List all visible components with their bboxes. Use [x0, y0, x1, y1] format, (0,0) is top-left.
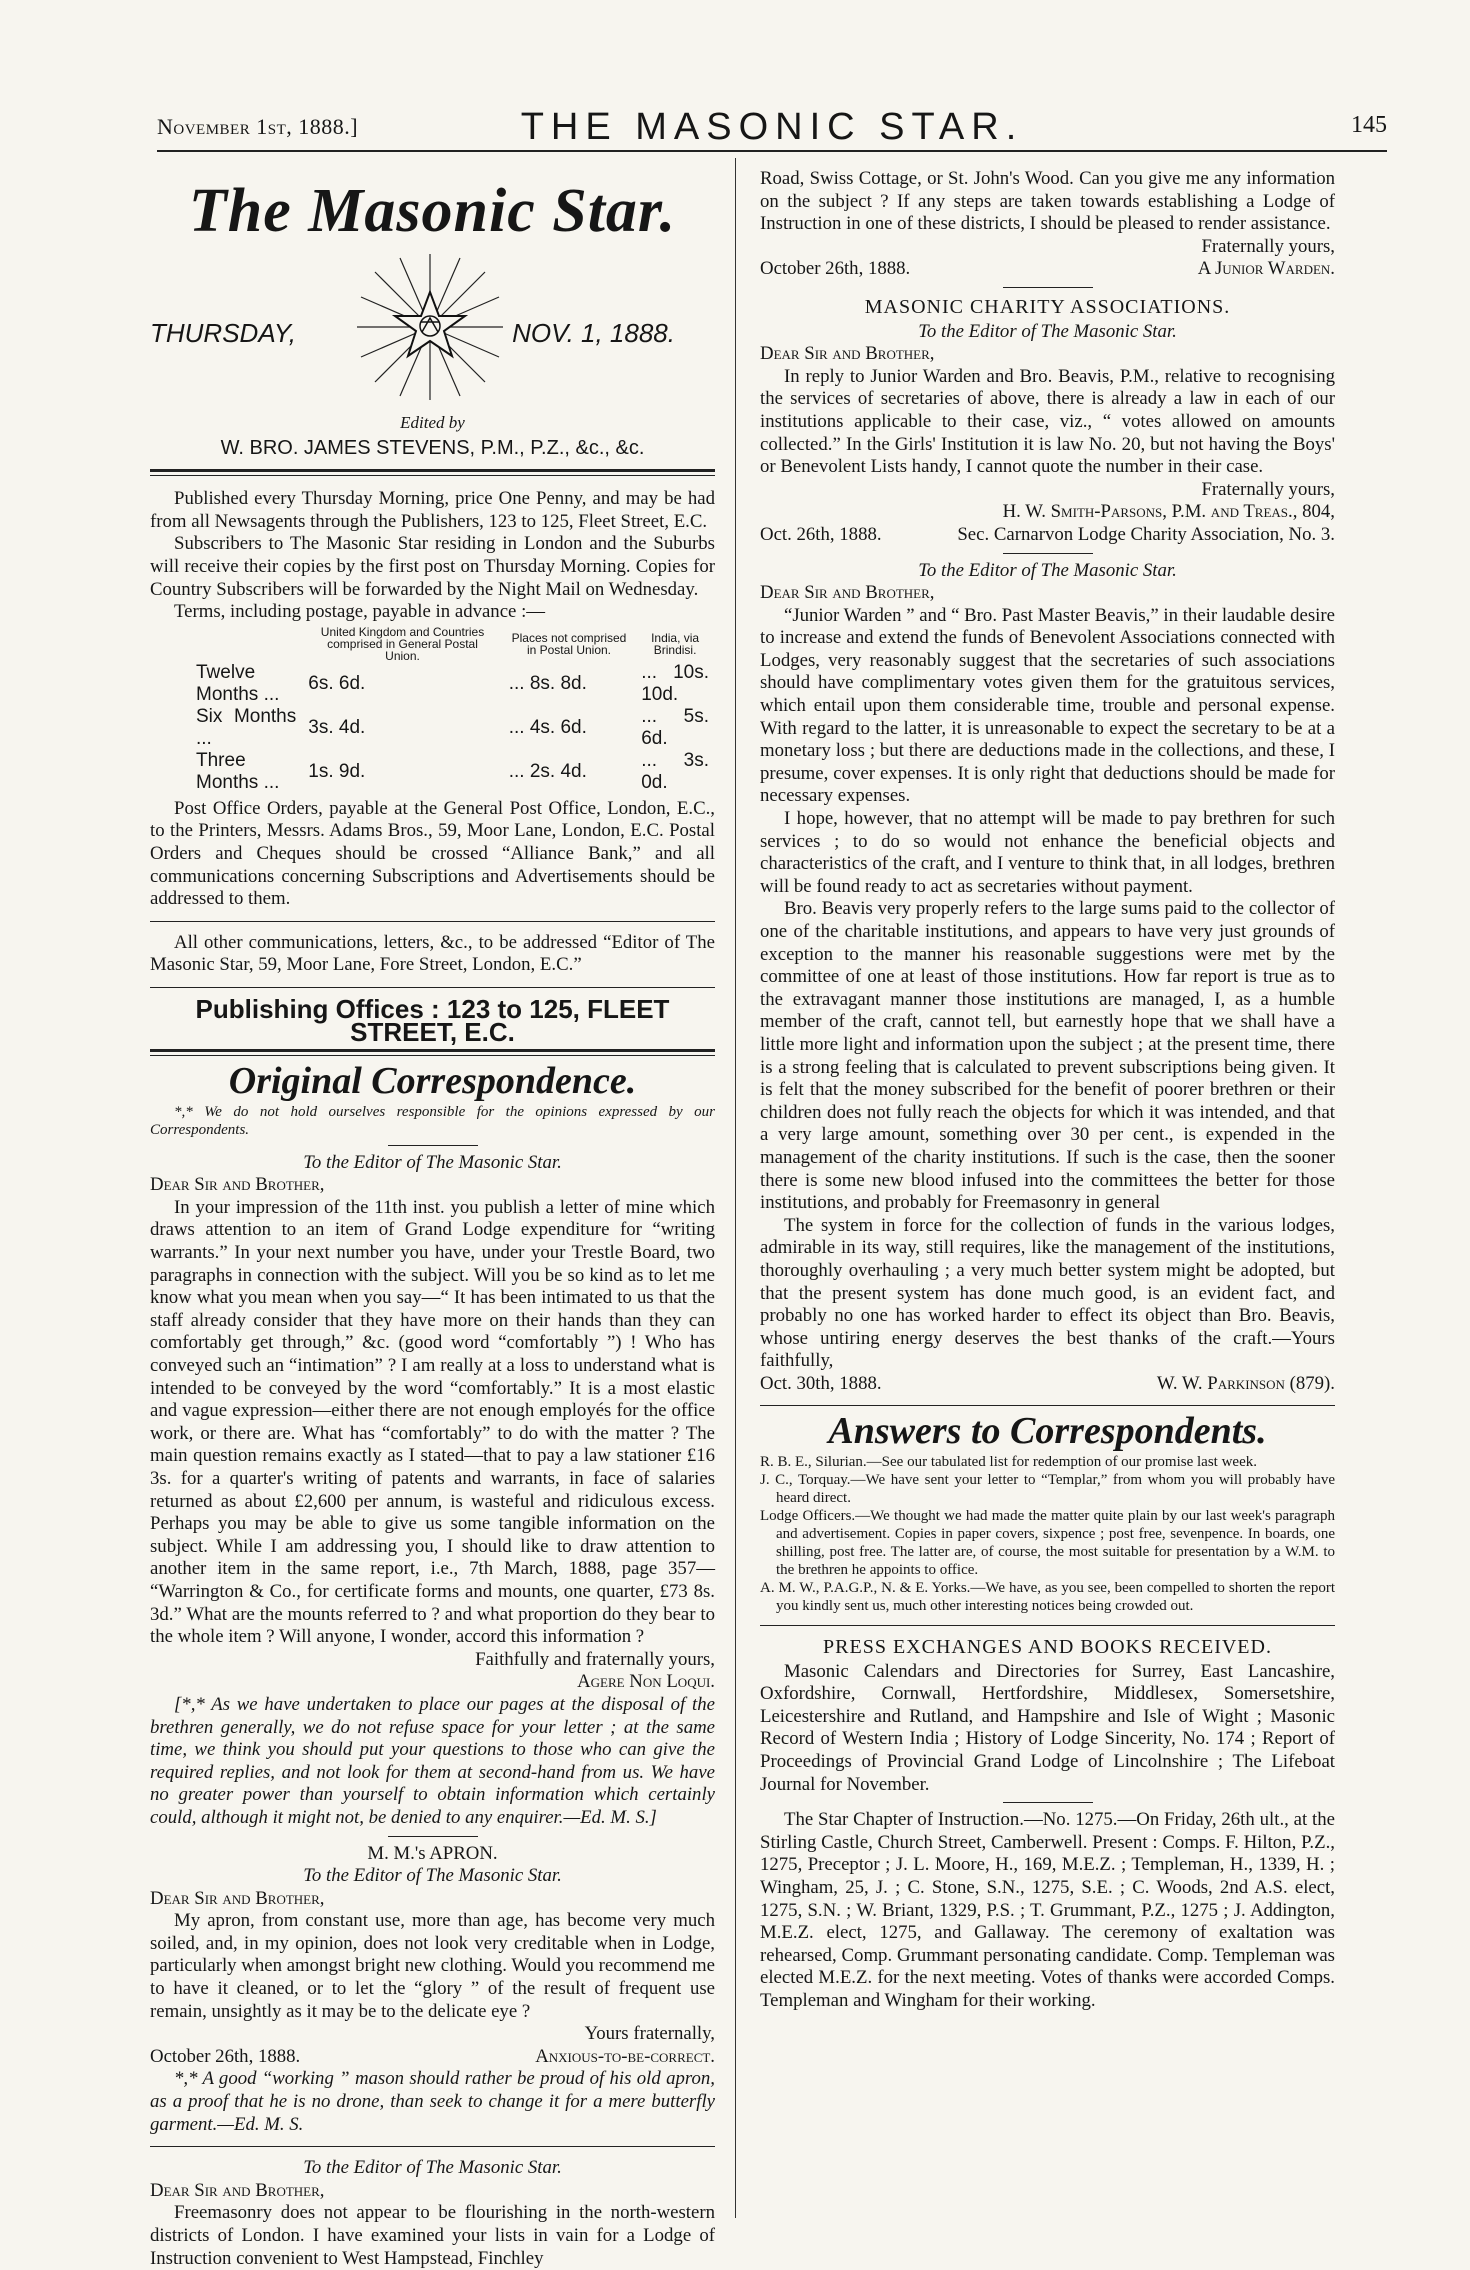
masthead-title: The Masonic Star.	[188, 177, 677, 245]
letter-signature: Anxious-to-be-correct.	[535, 2045, 715, 2067]
table-cell: ... 3s. 0d.	[641, 749, 709, 793]
section-heading-charity: MASONIC CHARITY ASSOCIATIONS.	[864, 295, 1231, 318]
table-header-cell: India, via Brindisi.	[651, 630, 700, 657]
letter-signature: Agere Non Loqui.	[577, 1671, 715, 1693]
star-chapter-body: The Star Chapter of Instruction.—No. 1275.—On Friday, 26th ult., at the Stirling Castle, Church Street, Camberwell. Present : Comps. F. Hilton, P.Z., 1275, Preceptor ; J. L. Moore, H., 169, M.E.Z. ; Templeman, H., 1339, H. ; Wingham, 25, J. ; C. Stone, S.N., 1275, S.E. ; C. Woods, 2nd A.S. elect, 1275, S.N. ; W. Briant, 1329, P.S. ; T. Grummant, P.Z., 1275 ; J. Addington, M.E.Z. elect, 1275, and Gallaway. The ceremony of exaltation was rehearsed, Comp. Grummant personating candidate. Comp. Templeman was elected M.E.Z. for the next meeting. Votes of thanks were accorded Comps. Templeman and Wingham for their working.	[760, 1809, 1335, 2011]
short-rule	[1003, 553, 1093, 554]
letter-signature: H. W. Smith-Parsons, P.M. and Treas., 804,	[1002, 501, 1335, 523]
table-header-row	[190, 626, 715, 662]
letter-closing: Yours fraternally,	[584, 2023, 715, 2045]
letter-closing: Fraternally yours,	[1201, 478, 1335, 500]
letter-to: To the Editor of The Masonic Star.	[918, 320, 1177, 342]
short-rule	[1003, 1802, 1093, 1803]
letter-to: To the Editor of The Masonic Star.	[303, 1151, 562, 1173]
letter-office: Sec. Carnarvon Lodge Charity Association, No. 3.	[957, 523, 1335, 545]
answer-item: R. B. E., Silurian.—See our tabulated list for redemption of our promise last week.	[760, 1454, 1257, 1471]
letter-to: To the Editor of The Masonic Star.	[303, 2157, 562, 2179]
table-cell: 3s. 4d.	[308, 716, 366, 738]
running-title: THE MASONIC STAR.	[520, 106, 1024, 148]
short-rule	[388, 1836, 478, 1837]
table-cell: 1s. 9d.	[308, 760, 366, 782]
column-divider	[735, 158, 736, 2218]
disclaimer: *,* We do not hold ourselves responsible for the opinions expressed by our Correspondents.	[150, 1103, 715, 1138]
short-rule	[388, 1145, 478, 1146]
masthead-day: THURSDAY,	[150, 318, 296, 348]
right-column	[760, 168, 1335, 2013]
table-row	[190, 662, 715, 706]
table-cell: Six Months ...	[196, 705, 297, 749]
divider	[760, 1625, 1335, 1626]
press-body: Masonic Calendars and Directories for Surrey, East Lancashire, Oxfordshire, Cornwall, Hertfordshire, Middlesex, Somersetshire, Leicestershire and Rutland, and Hampshire and Isle of Wight ; Masonic Record of Western India ; History of Lodge Sincerity, No. 174 ; Report of Proceedings of Provincial Grand Lodge of Lincolnshire ; The Lifeboat Journal for November.	[760, 1660, 1335, 1795]
divider	[150, 987, 715, 988]
letter-body: In your impression of the 11th inst. you publish a letter of mine which draws attention to an item of Grand Lodge expenditure for “writing warrants.” In your next number you have, under your Trestle Board, two paragraphs in connection with the subject. Will you be so kind as to let me know what you mean when you say—“ It has been intimated to us that the staff already consider that they have more on their hands than they can comfortably get through,” &c. (good word “comfortably ”) ! Who has conveyed such an “intimation” ? I am really at a loss to understand what is intended to be conveyed by the word “comfortably.” It is a most elastic and vague expression—either there are not enough employés for the office work, or there are. What has “comfortably” to do with the matter ? The main question remains exactly as I stated—that to pay a law stationer £16 3s. for a quarter's writing of patents and warrants, in face of salaries returned as about £2,600 per annum, is wasteful and ridiculous excess. Perhaps you may be able to give us some tangible information on the subject. While I am addressing you, I should like to draw attention to another item in the same report, i.e., 7th March, 1888, page 357— “Warrington & Co., for certificate forms and mounts, one quarter, £73 8s. 3d.” What are the mounts referred to ? and what proportion do they bear to the whole item ? Will anyone, I wonder, accord this information ?	[150, 1196, 715, 1648]
divider	[150, 2146, 715, 2147]
letter-sign-row	[760, 258, 1335, 281]
issue-date: November 1st, 1888.]	[157, 114, 359, 139]
letter-body: My apron, from constant use, more than age, has become very much soiled, and, in my opinion, does not look very creditable when in Lodge, particularly when amongst bright new clothing. Would you recommend me to have it cleaned, or to let the “glory ” of the result of frequent use remain, unsightly as it may be to the delicate eye ?	[150, 1910, 715, 2022]
letter-date: October 26th, 1888.	[760, 258, 911, 280]
double-rule	[150, 469, 715, 476]
masthead-date: NOV. 1, 1888.	[512, 318, 675, 348]
publishing-offices: Publishing Offices : 123 to 125, FLEET STREET, E.C.	[195, 993, 670, 1047]
table-cell: Twelve Months ...	[196, 661, 280, 705]
pub-paragraph-4: All other communications, letters, &c., to be addressed “Editor of The Masonic Star, 59, Moor Lane, Fore Street, London, E.C.”	[150, 931, 715, 976]
pub-paragraph-2: Subscribers to The Masonic Star residing in London and the Suburbs will receive their copies by the first post on Thursday Morning. Copies for Country Subscribers will be forwarded by the Night Mail on Wednesday.	[150, 533, 715, 600]
letter-salutation: Dear Sir and Brother,	[760, 582, 935, 604]
letter-signature: A Junior Warden.	[1197, 258, 1335, 280]
pub-paragraph-3: Post Office Orders, payable at the General Post Office, London, E.C., to the Printers, Messrs. Adams Bros., 59, Moor Lane, London, E.C. Postal Orders and Cheques should be crossed “Alliance Bank,” and all communications concerning Subscriptions and Advertisements should be addressed to them.	[150, 797, 715, 910]
letter-continuation: Road, Swiss Cottage, or St. John's Wood. Can you give me any information on the subject ? If any steps are taken towards establishing a Lodge of Instruction in one of these districts, I should be pleased to render assistance.	[760, 168, 1335, 235]
letter-salutation: Dear Sir and Brother,	[150, 2179, 325, 2201]
editor-name: W. BRO. JAMES STEVENS, P.M., P.Z., &c., &c.	[220, 436, 645, 459]
table-cell: ... 8s. 8d.	[508, 672, 587, 694]
table-cell: 6s. 6d.	[308, 672, 366, 694]
letter-title: M. M.'s APRON.	[367, 1842, 498, 1864]
page-number: 145	[1351, 112, 1387, 138]
letter-to: To the Editor of The Masonic Star.	[918, 559, 1177, 581]
letter-date: Oct. 26th, 1888.	[760, 523, 882, 545]
letter-sign-row	[760, 524, 1335, 547]
answer-item: J. C., Torquay.—We have sent your letter to “Templar,” from whom you will probably have heard direct.	[760, 1472, 1335, 1507]
table-cell: ... 2s. 4d.	[508, 760, 587, 782]
masthead-row	[150, 252, 715, 422]
letter-date: October 26th, 1888.	[150, 2045, 301, 2067]
table-cell: ... 5s. 6d.	[641, 705, 709, 749]
letter-body: In reply to Junior Warden and Bro. Beavis, P.M., relative to recognising the services of secretaries of above, there is already a law in each of our institutions applicable to their case, viz., “ votes allowed on amounts collected.” In the Girls' Institution it is law No. 20, but not having the Boys' or Benevolent Lists handy, I cannot quote the number in their case.	[760, 365, 1335, 478]
letter-date: Oct. 30th, 1888.	[760, 1372, 882, 1394]
section-heading-press: PRESS EXCHANGES AND BOOKS RECEIVED.	[823, 1636, 1272, 1659]
letter-closing: Faithfully and fraternally yours,	[475, 1648, 715, 1670]
short-rule	[1003, 287, 1093, 288]
letter-body: The system in force for the collection of funds in the various lodges, admirable in its way, still requires, like the management of the institutions, thoroughly overhauling ; a very much better system might be adopted, but that the present system has done much good, is an evident fact, and probably no one has worked harder to effect its object than Bro. Beavis, whose untiring energy deserves the best thanks of the craft.—Yours faithfully,	[760, 1214, 1335, 1372]
letter-signature: W. W. Parkinson (879).	[1156, 1372, 1335, 1394]
table-header-cell: Places not comprised in Postal Union.	[511, 630, 627, 657]
answer-item: A. M. W., P.A.G.P., N. & E. Yorks.—We have, as you see, been compelled to shorten the report you kindly sent us, much other interesting notices being crowded out.	[760, 1580, 1335, 1615]
letter-sign-row	[150, 2046, 715, 2069]
edited-by: Edited by	[400, 413, 465, 432]
table-row	[190, 706, 715, 750]
letter-salutation: Dear Sir and Brother,	[760, 343, 935, 365]
letter-body: “Junior Warden ” and “ Bro. Past Master Beavis,” in their laudable desire to increase and extend the funds of Benevolent Associations connected with Lodges, very reasonably suggest that the secretaries of such associations should have complimentary votes given them for the gratuitous services, which entail upon them considerable time, trouble and personal expense. With regard to the latter, it is unreasonable to expect the secretary to be at a monetary loss ; but there are deductions made in the collections, and these, I presume, cover expenses. It is only right that deductions should be made for necessary expenses.	[760, 604, 1335, 807]
star-emblem-icon	[355, 252, 505, 402]
answer-item: Lodge Officers.—We thought we had made the matter quite plain by our last week's paragraph and advertisement. Copies in paper covers, sixpence ; post free, sevenpence. In boards, one shilling, post free. The latter are, of course, the most suitable for presentation by a W.M. to the brethren he appoints to office.	[760, 1508, 1335, 1579]
table-cell: Three Months ...	[196, 749, 280, 793]
letter-salutation: Dear Sir and Brother,	[150, 1887, 325, 1909]
divider	[760, 1405, 1335, 1406]
table-row	[190, 750, 715, 794]
letter-body: Bro. Beavis very properly refers to the large sums paid to the collector of one of the charitable institutions, and appears to have very just grounds of exception to the manner his reasonable suggestions were met by the committee of one at least of those institutions. How far report is true as to the extravagant manner those institutions are managed, I, as a humble member of the craft, cannot tell, but earnestly hope that we shall have a little more light and information upon the subject ; at the present time, there is a strong feeling that is calculated to prevent subscriptions being given. It is felt that the money subscribed for the benefit of poorer brethren or their children does not fully reach the objects for which it was intended, and that a very large amount, something over 30 per cent., is expended in the management of the charity institutions. If such is the case, then the sooner there is some new blood infused into the committees the better for those institutions, and probably for Freemasonry in general	[760, 898, 1335, 1214]
letter-closing: Fraternally yours,	[1201, 235, 1335, 257]
left-column	[150, 168, 715, 2270]
letter-salutation: Dear Sir and Brother,	[150, 1174, 325, 1196]
subscription-table	[190, 626, 715, 794]
terms-intro: Terms, including postage, payable in advance :—	[174, 601, 546, 623]
letter-to: To the Editor of The Masonic Star.	[303, 1865, 562, 1887]
editor-note: [*,* As we have undertaken to place our pages at the disposal of the brethren generally, we do not refuse space for your letter ; at the same time, we think you should put your questions to those who can give the required replies, and not look for them at second-hand from us. We have no greater power than yourself to obtain information which certainly could, although it might not, be denied to any enquirer.—Ed. M. S.]	[150, 1693, 715, 1828]
section-heading-answers: Answers to Correspondents.	[828, 1410, 1267, 1453]
divider	[150, 921, 715, 922]
pub-paragraph-1: Published every Thursday Morning, price One Penny, and may be had from all Newsagents through the Publishers, 123 to 125, Fleet Street, E.C.	[150, 488, 715, 532]
double-rule	[150, 1049, 715, 1056]
table-header-cell	[190, 626, 302, 662]
running-header	[157, 106, 1387, 152]
table-cell: ... 10s. 10d.	[641, 661, 709, 705]
table-header-cell: United Kingdom and Countries comprised in General Postal Union.	[320, 624, 485, 663]
letter-body: Freemasonry does not appear to be flourishing in the north-western districts of London. I have examined your lists in vain for a Lodge of Instruction convenient to West Hampstead, Finchley	[150, 2202, 715, 2269]
letter-sign-row	[760, 1373, 1335, 1396]
editor-note: *,* A good “working ” mason should rather be proud of his old apron, as a proof that he is no drone, than seek to change it for a mere butterfly garment.—Ed. M. S.	[150, 2068, 715, 2135]
section-heading-correspondence: Original Correspondence.	[228, 1060, 637, 1103]
letter-body: I hope, however, that no attempt will be made to pay brethren for such services ; to do so would not enhance the beneficial objects and characteristics of the craft, and I venture to think that, in all lodges, brethren will be found ready to act as secretaries without payment.	[760, 808, 1335, 897]
table-cell: ... 4s. 6d.	[508, 716, 587, 738]
